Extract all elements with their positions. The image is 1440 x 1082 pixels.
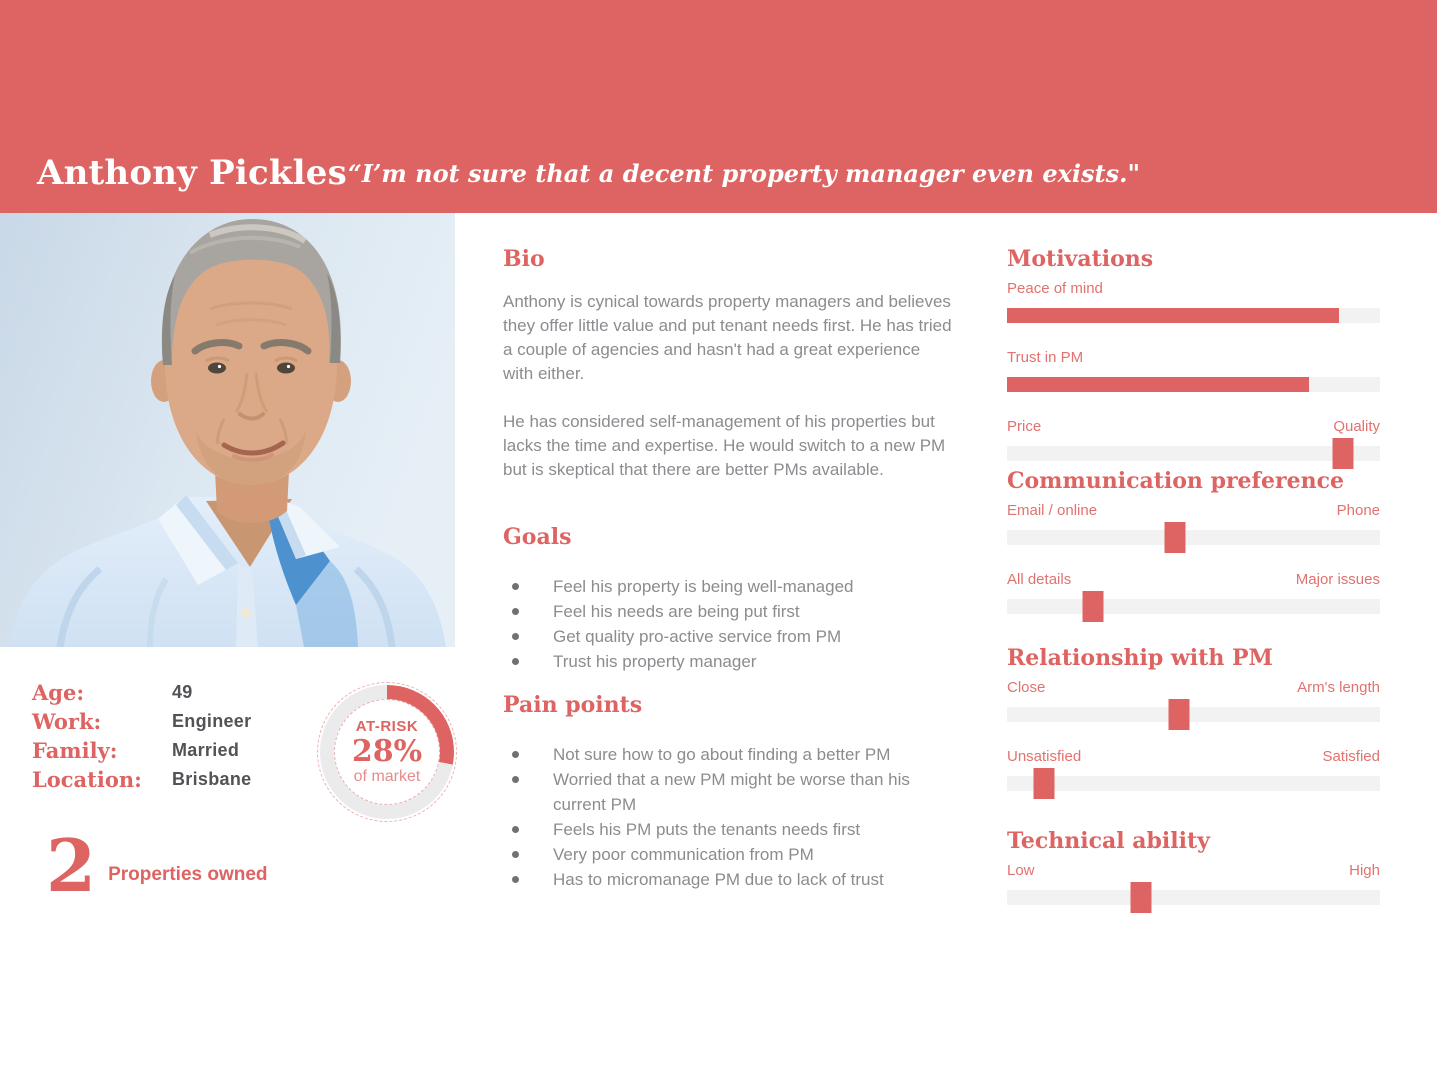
- slider-handle: [1168, 699, 1189, 730]
- risk-donut-center: [334, 699, 440, 805]
- pain-point-item: Has to micromanage PM due to lack of trust: [503, 867, 955, 892]
- pain-point-item: Worried that a new PM might be worse than his current PM: [503, 767, 955, 817]
- pain-point-item: Feels his PM puts the tenants needs first: [503, 817, 955, 842]
- meter-label-right: Arm's length: [1297, 679, 1380, 696]
- slider-track: [1007, 446, 1380, 461]
- meter-row-close-arms-length: [1007, 679, 1380, 722]
- detail-row-location: [32, 765, 251, 794]
- detail-value: Married: [172, 740, 240, 760]
- properties-count: 2: [46, 823, 97, 908]
- persona-name: Anthony Pickles: [37, 153, 347, 193]
- slider-handle: [1131, 882, 1152, 913]
- goal-item: Feel his property is being well-managed: [503, 574, 955, 599]
- pain-point-item: Not sure how to go about finding a better PM: [503, 742, 955, 767]
- slider-track: [1007, 707, 1380, 722]
- meter-label-right: Phone: [1336, 502, 1380, 519]
- motivations-title: Motivations: [1007, 246, 1154, 272]
- meter-label-left: All details: [1007, 571, 1072, 588]
- meter-label-right: Satisfied: [1322, 748, 1380, 765]
- detail-row-family: [32, 736, 251, 765]
- meter-track: [1007, 308, 1380, 323]
- risk-percent: 28%: [351, 734, 423, 769]
- pain-points-list: [503, 742, 955, 892]
- detail-label: Age:: [32, 680, 85, 705]
- section-technical-ability: [1007, 828, 1380, 905]
- technical-title: Technical ability: [1007, 828, 1210, 854]
- detail-value: Engineer: [172, 711, 252, 731]
- meter-label-left: Email / online: [1007, 502, 1098, 519]
- meter-row-low-high: [1007, 862, 1380, 905]
- detail-label: Location:: [32, 767, 142, 792]
- detail-row-age: [32, 678, 251, 707]
- header-band: [0, 0, 1437, 213]
- meter-row-satisfaction: [1007, 748, 1380, 791]
- meter-label-left: Unsatisfied: [1007, 748, 1082, 765]
- meter-label-right: Quality: [1333, 418, 1380, 435]
- meter-row-email-phone: [1007, 502, 1380, 545]
- goal-item: Trust his property manager: [503, 649, 955, 674]
- meter-row-details-issues: [1007, 571, 1380, 614]
- slider-handle: [1332, 438, 1353, 469]
- meter-row-peace-of-mind: [1007, 280, 1380, 323]
- detail-label: Family:: [32, 738, 118, 763]
- relationship-title: Relationship with PM: [1007, 645, 1273, 671]
- profile-details: [32, 678, 251, 794]
- meter-label-right: Major issues: [1295, 571, 1380, 588]
- pain-points-title: Pain points: [503, 692, 643, 718]
- slider-handle: [1034, 768, 1055, 799]
- detail-row-work: [32, 707, 251, 736]
- slider-track: [1007, 599, 1380, 614]
- meter-label: Trust in PM: [1007, 349, 1084, 366]
- meter-label-left: Close: [1007, 679, 1046, 696]
- properties-owned: [46, 823, 268, 908]
- goal-item: Get quality pro-active service from PM: [503, 624, 955, 649]
- slider-track: [1007, 530, 1380, 545]
- goal-item: Feel his needs are being put first: [503, 599, 955, 624]
- slider-handle: [1164, 522, 1185, 553]
- goals-title: Goals: [503, 524, 572, 550]
- meter-track: [1007, 377, 1380, 392]
- portrait-photo: [0, 213, 455, 647]
- pain-point-item: Very poor communication from PM: [503, 842, 955, 867]
- detail-label: Work:: [32, 709, 102, 734]
- section-motivations: [1007, 246, 1380, 461]
- meter-row-price-quality: [1007, 418, 1380, 461]
- meter-label-left: Price: [1007, 418, 1042, 435]
- detail-value: Brisbane: [172, 769, 252, 789]
- bio-paragraph: He has considered self-management of his properties but lacks the time and expertise. He would switch to a new PM but is skeptical that there are better PMs available.: [503, 412, 946, 479]
- risk-label: AT-RISK: [355, 718, 419, 735]
- bio-paragraph: Anthony is cynical towards property managers and believes they offer little value and put tenant needs first. He has tried a couple of agencies and hasn't had a great experience with either.: [503, 292, 952, 383]
- meter-label-right: High: [1349, 862, 1380, 879]
- slider-handle: [1082, 591, 1103, 622]
- meter-bar-fill: [1007, 377, 1309, 392]
- properties-label: Properties owned: [108, 864, 268, 886]
- meter-label-left: Low: [1007, 862, 1035, 879]
- meter-row-trust-in-pm: [1007, 349, 1380, 392]
- persona-quote: “I’m not sure that a decent property manager even exists.": [348, 159, 1140, 188]
- goals-list: [503, 574, 955, 674]
- detail-value: 49: [172, 682, 193, 702]
- section-relationship: [1007, 645, 1380, 791]
- meter-label: Peace of mind: [1007, 280, 1103, 297]
- slider-track: [1007, 776, 1380, 791]
- risk-donut: [317, 682, 457, 822]
- middle-column: [503, 246, 955, 892]
- section-communication-preference: [1007, 468, 1380, 614]
- slider-track: [1007, 890, 1380, 905]
- meter-bar-fill: [1007, 308, 1339, 323]
- portrait-illustration: [0, 213, 455, 647]
- bio-title: Bio: [503, 246, 545, 272]
- communication-title: Communication preference: [1007, 468, 1344, 494]
- risk-caption: of market: [353, 768, 421, 785]
